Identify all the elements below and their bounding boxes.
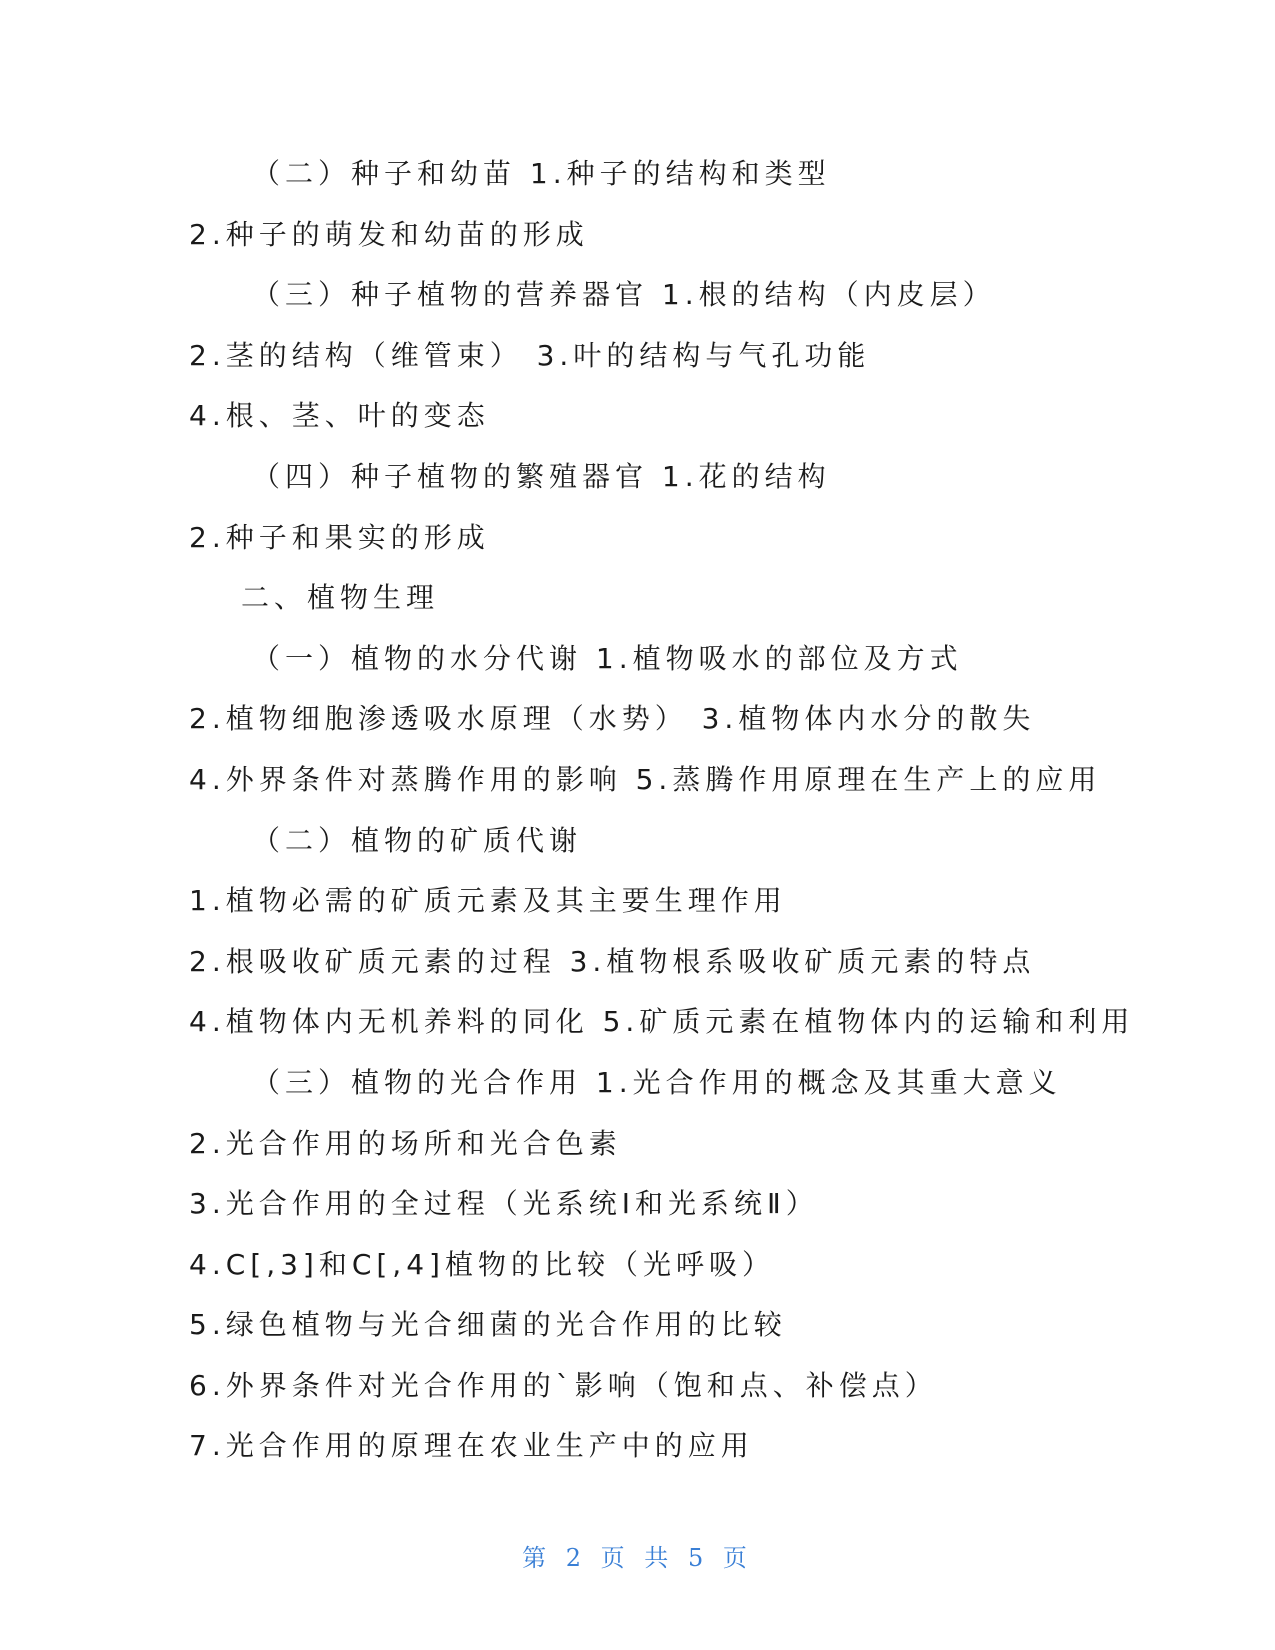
text-line: 4.根、茎、叶的变态 [189, 399, 490, 433]
text-line: 6.外界条件对光合作用的`影响（饱和点、补偿点） [189, 1368, 938, 1402]
text-line: 4.植物体内无机养料的同化 5.矿质元素在植物体内的运输和利用 [189, 1005, 1135, 1039]
text-line: 5.绿色植物与光合细菌的光合作用的比较 [189, 1308, 787, 1342]
text-line: （四）种子植物的繁殖器官 1.花的结构 [252, 459, 831, 493]
text-line: （三）种子植物的营养器官 1.根的结构（内皮层） [252, 278, 996, 312]
text-line: （二）种子和幼苗 1.种子的结构和类型 [252, 157, 831, 190]
text-line: 4.C[,3]和C[,4]植物的比较（光呼吸） [189, 1247, 775, 1281]
text-line: 4.外界条件对蒸腾作用的影响 5.蒸腾作用原理在生产上的应用 [189, 762, 1102, 796]
text-line: （二）植物的矿质代谢 [252, 823, 583, 857]
text-line: 2.种子和果实的形成 [189, 520, 490, 554]
text-line: 1.植物必需的矿质元素及其主要生理作用 [189, 884, 787, 918]
text-line: 2.茎的结构（维管束） 3.叶的结构与气孔功能 [189, 338, 871, 372]
text-line: 2.种子的萌发和幼苗的形成 [189, 217, 589, 251]
text-line: 2.植物细胞渗透吸水原理（水势） 3.植物体内水分的散失 [189, 702, 1036, 736]
section-heading: 二、植物生理 [241, 581, 440, 615]
text-line: 2.光合作用的场所和光合色素 [189, 1126, 622, 1160]
text-line: （三）植物的光合作用 1.光合作用的概念及其重大意义 [252, 1065, 1062, 1099]
text-line: 3.光合作用的全过程（光系统Ⅰ和光系统Ⅱ） [189, 1187, 819, 1221]
text-line: 2.根吸收矿质元素的过程 3.植物根系吸收矿质元素的特点 [189, 944, 1036, 978]
document-body [189, 144, 1135, 1477]
page-number-footer: 第 2 页 共 5 页 [522, 1544, 753, 1572]
text-line: （一）植物的水分代谢 1.植物吸水的部位及方式 [252, 641, 963, 675]
text-line: 7.光合作用的原理在农业生产中的应用 [189, 1429, 754, 1463]
